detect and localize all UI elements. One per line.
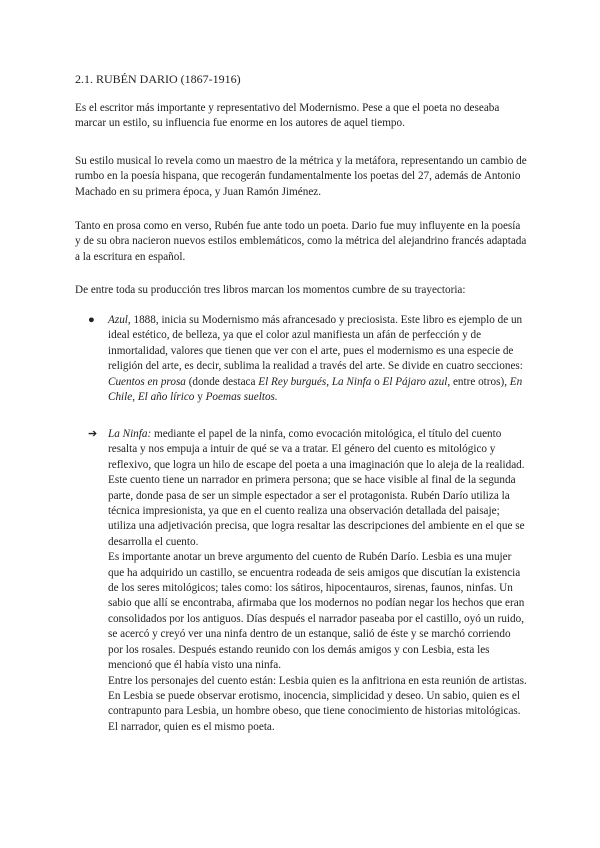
- arrow-body: [108, 427, 528, 735]
- paragraph-prose-verse: Tanto en prosa como en verso, Rubén fue ante todo un poeta. Dario fue muy influyente en la poesía y de su obra nacieron nuevos estilos emblemáticos, como la métrica del alejandrino francés adaptada a la escritura en español.: [75, 220, 527, 263]
- bullet-text: (donde destaca: [185, 375, 259, 388]
- bullet-text: , entre otros),: [447, 375, 510, 388]
- separator: o: [371, 375, 383, 388]
- arrow-right-icon: ➔: [88, 428, 98, 440]
- bullet-marker-icon: ●: [88, 314, 95, 326]
- arrow-paragraph-2: Es importante anotar un breve argumento del cuento de Rubén Darío. Lesbia es una mujer que ha adquirido un castillo, se encuentra rodeada de seis amigos que discutían la existencia de los seres mitológicos; tales como: los sátiros, hipocentauros, sirenas, faunos, ninfas. Un sabio que allí se encontraba, afirmaba que los modernos no podían negar los hechos que eran consolidados por los antiguos. Días después el narrador paseaba por el castillo, oyó un ruido, se acercó y creyó ver una ninfa dentro de un estanque, salió de éste y se marchó corriendo por los rosales. Después estando reunido con los demás amigos y con Lesbia, esta les mencionó que él había visto una ninfa.: [108, 551, 525, 672]
- bullet-item-azul: [88, 313, 528, 405]
- arrow-paragraph-3: Entre los personajes del cuento están: Lesbia quien es la anfitriona en esta reunión de artistas. En Lesbia se puede observar erotismo, inocencia, simplicidad y deseo. Un sabio, quien es el contrapunto para Lesbia, un hombre obeso, que tiene conocimiento de historias mitológicas. El narrador, quien es el mismo poeta.: [108, 674, 527, 733]
- section-poemas-sueltos: Poemas sueltos.: [205, 391, 278, 404]
- section-heading: 2.1. RUBÉN DARIO (1867-1916): [75, 72, 241, 86]
- section-en-chile: En Chile: [108, 375, 523, 404]
- story-title-la-ninfa: La Ninfa:: [108, 428, 152, 440]
- arrow-item-la-ninfa: [88, 427, 528, 735]
- separator: ,: [132, 391, 138, 404]
- paragraph-production: De entre toda su producción tres libros marcan los momentos cumbre de su trayectoria:: [75, 284, 466, 296]
- arrow-paragraph-1: [108, 427, 528, 550]
- separator: y: [194, 391, 206, 404]
- section-el-ano-lirico: El año lírico: [137, 391, 195, 404]
- story-la-ninfa: La Ninfa: [331, 375, 372, 388]
- bullet-text: , 1888, inicia su Modernismo más afrancesado y preciosista. Este libro es ejemplo de un ideal estético, de belleza, ya que el color azul manifiesta un afán de perfección y de inmortalidad, valores que tienen que ver con el arte, pues el modernismo es una especie de religión del arte, es decir, sublima la realidad a través del arte. Se divide en cuatro secciones:: [108, 314, 523, 373]
- arrow-text: mediante el papel de la ninfa, como evocación mitológica, el título del cuento resalta y nos empuja a intuir de qué se va a tratar. El género del cuento es mitológico y reflexivo, que logra un hilo de escape del poeta a una imaginación que lo aleja de la realidad. Este cuento tiene un narrador en primera persona; que se hace visible al final de la segunda parte, donde pasa de ser un simple espectador a ser el protagonista. Rubén Darío utiliza la técnica impresionista, ya que en el cuento realiza una observación detallada del paisaje; utiliza una adjetivación precisa, que logra resaltar las descripciones del ambiente en el que se desarrolla el cuento.: [108, 428, 525, 548]
- story-el-pajaro-azul: El Pájaro azul: [382, 375, 448, 388]
- bullet-body: [108, 313, 528, 405]
- paragraph-style: Su estilo musical lo revela como un maestro de la métrica y la metáfora, representando un cambio de rumbo en la poesía hispana, que recogerán fundamentalmente los poetas del 27, además de Antonio Machado en su primera época, y Juan Ramón Jiménez.: [75, 155, 527, 198]
- paragraph-intro: Es el escritor más importante y representativo del Modernismo. Pese a que el poeta no deseaba marcar un estilo, su influencia fue enorme en los autores de aquel tiempo.: [75, 102, 500, 130]
- story-el-rey-burgues: El Rey burgués: [258, 375, 327, 388]
- section-cuentos-en-prosa: Cuentos en prosa: [108, 375, 186, 388]
- book-title-azul: Azul: [108, 314, 128, 326]
- separator: ,: [326, 375, 332, 388]
